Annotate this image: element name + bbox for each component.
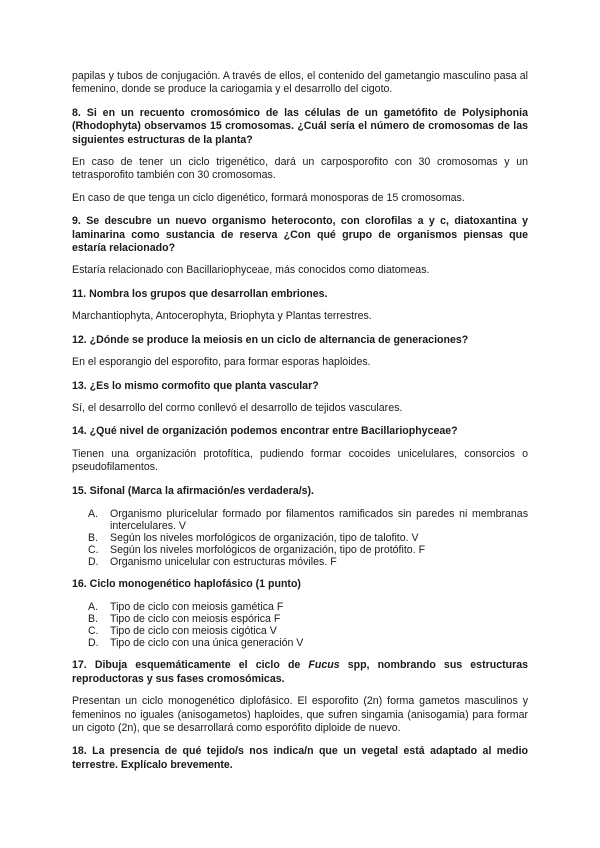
question-14: 14. ¿Qué nivel de organización podemos encontrar entre Bacillariophyceae?: [72, 425, 458, 438]
question-13: 13. ¿Es lo mismo cormofito que planta vascular?: [72, 379, 319, 392]
list-item: [88, 543, 528, 556]
answer-11: Marchantiophyta, Antocerophyta, Briophyta y Plantas terrestres.: [72, 310, 372, 323]
option-text: Según los niveles morfológicos de organización, tipo de talofito. V: [110, 531, 419, 544]
option-text: Tipo de ciclo con una única generación V: [110, 637, 304, 650]
list-item: [88, 637, 528, 650]
question-17-genus: Fucus: [308, 659, 340, 672]
question-15-options: [72, 508, 528, 568]
question-8: 8. Si en un recuento cromosómico de las células de un gametófito de Polysiphonia (Rhodophyta) observamos 15 cromosomas. ¿Cuál sería el número de cromosomas de las siguientes estructuras de la planta?: [72, 106, 528, 146]
option-marker: A.: [88, 507, 99, 520]
list-item: [88, 601, 528, 614]
question-15: 15. Sifonal (Marca la afirmación/es verdadera/s).: [72, 484, 314, 497]
list-item: [88, 555, 528, 568]
option-marker: C.: [88, 543, 99, 556]
question-16: 16. Ciclo monogenético haplofásico (1 punto): [72, 577, 301, 590]
question-17: [72, 659, 528, 686]
option-marker: B.: [88, 531, 99, 544]
option-text: Tipo de ciclo con meiosis espórica F: [110, 613, 281, 626]
option-marker: C.: [88, 625, 99, 638]
option-text: Organismo unicelular con estructuras móviles. F: [110, 555, 337, 568]
answer-13: Sí, el desarrollo del cormo conllevó el desarrollo de tejidos vasculares.: [72, 401, 403, 414]
question-18: 18. La presencia de qué tejido/s nos indica/n que un vegetal está adaptado al medio terrestre. Explícalo brevemente.: [72, 745, 528, 771]
answer-9: Estaría relacionado con Bacillariophyceae, más conocidos como diatomeas.: [72, 264, 430, 277]
question-16-options: [72, 601, 528, 649]
option-marker: B.: [88, 613, 99, 626]
list-item: [88, 613, 528, 626]
list-item: [88, 507, 528, 532]
option-text: Organismo pluricelular formado por filamentos ramificados sin paredes ni membranas intercelulares. V: [110, 507, 528, 532]
answer-8-digenetic: En caso de que tenga un ciclo digenético, formará monosporas de 15 cromosomas.: [72, 191, 465, 204]
answer-8-trigenetic: En caso de tener un ciclo trigenético, dará un carposporofito con 30 cromosomas y un tetrasporofito también con 30 cromosomas.: [72, 156, 528, 182]
option-text: Según los niveles morfológicos de organización, tipo de protófito. F: [110, 543, 426, 556]
list-item: [88, 531, 528, 544]
question-17-post: spp, nombrando sus estructuras reproductoras y sus fases cromosómicas.: [72, 659, 528, 685]
option-text: Tipo de ciclo con meiosis cigótica V: [110, 625, 277, 638]
question-12: 12. ¿Dónde se produce la meiosis en un ciclo de alternancia de generaciones?: [72, 333, 469, 346]
question-9: 9. Se descubre un nuevo organismo heteroconto, con clorofilas a y c, diatoxantina y laminarina como sustancia de reserva ¿Con qué grupo de organismos piensas que estaría relacionado?: [72, 215, 528, 255]
intro-paragraph: papilas y tubos de conjugación. A través de ellos, el contenido del gametangio masculino pasa al femenino, donde se produce la cariogamia y el desarrollo del cigoto.: [72, 70, 528, 96]
answer-17: Presentan un ciclo monogenético diplofásico. El esporofito (2n) forma gametos masculinos y femeninos no iguales (anisogametos) haploides, que sufren singamia (anisogamia) para formar un cigoto (2n), que se desarrollará como esporófito diploide de nuevo.: [72, 695, 528, 734]
question-11: 11. Nombra los grupos que desarrollan embriones.: [72, 287, 328, 300]
answer-14: Tienen una organización protofítica, pudiendo formar cocoides unicelulares, consorcios o pseudofilamentos.: [72, 447, 528, 474]
option-text: Tipo de ciclo con meiosis gamética F: [110, 601, 284, 614]
answer-12: En el esporangio del esporofito, para formar esporas haploides.: [72, 356, 371, 369]
option-marker: D.: [88, 637, 99, 650]
option-marker: D.: [88, 555, 99, 568]
question-17-pre: 17. Dibuja esquemáticamente el ciclo de: [72, 659, 309, 672]
option-marker: A.: [88, 601, 99, 614]
list-item: [88, 625, 528, 638]
